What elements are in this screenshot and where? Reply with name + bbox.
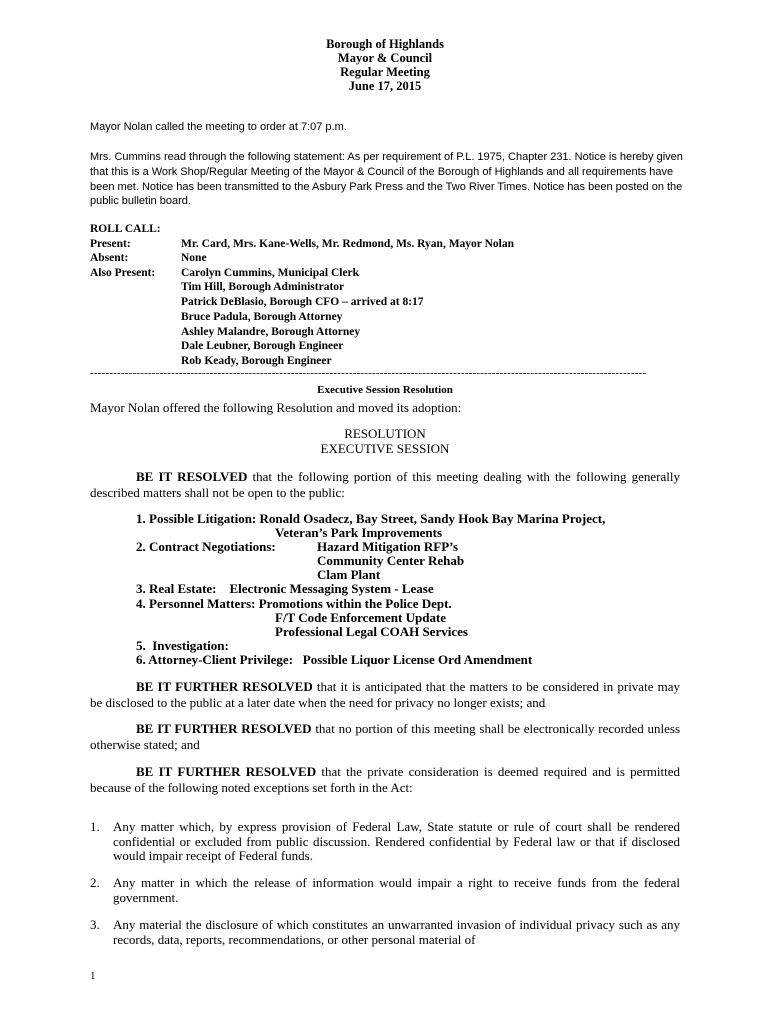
present-label: Present:: [90, 238, 131, 250]
page-number: 1: [90, 970, 96, 982]
exception-number: 2.: [90, 875, 100, 890]
exception-number: 1.: [90, 819, 100, 834]
notice-statement: Mrs. Cummins read through the following statement: As per requirement of P.L. 1975, Chapter 231. Notice is hereby given that this is a Work Shop/Regular Meeting of the Mayor & Council of the Borough of Highlands and all requirements have been met. Notice has been transmitted to the Asbury Park Press and the Two River Times. Notice has been posted on the public bulletin board.: [90, 151, 683, 208]
matter-item: F/T Code Enforcement Update: [275, 610, 447, 625]
resolved-text: that the following portion of this meeting dealing with the following generally described matters shall not be open to the public:: [90, 469, 680, 500]
further-resolved-text: that the private consideration is deemed required and is permitted because of the following noted exceptions set forth in the Act:: [90, 764, 680, 795]
matter-item: Veteran’s Park Improvements: [275, 525, 443, 540]
exception-text: Any matter which, by express provision of Federal Law, State statute or rule of court shall be rendered confidential or excluded from public discussion. Rendered confidential by Federal law or that if disclosed would impair receipt of Federal funds.: [113, 819, 680, 863]
matter-item: 1. Possible Litigation: Ronald Osadecz, Bay Street, Sandy Hook Bay Marina Project,: [136, 511, 606, 526]
section-divider: ------------------------------------------------------------------------------------------------------------------------------------------------: [90, 367, 647, 379]
further-resolved-lead: BE IT FURTHER RESOLVED: [136, 679, 313, 694]
also-present-item: Patrick DeBlasio, Borough CFO – arrived at 8:17: [181, 296, 424, 308]
called-to-order-text: Mayor Nolan called the meeting to order at 7:07 p.m.: [90, 121, 347, 133]
matter-item: 6. Attorney-Client Privilege: Possible Liquor License Ord Amendment: [136, 652, 533, 667]
header-borough: Borough of Highlands: [326, 37, 444, 51]
matter-item: 4. Personnel Matters: Promotions within the Police Dept.: [136, 596, 452, 611]
resolved-lead: BE IT RESOLVED: [136, 469, 248, 484]
resolution-title: [0, 427, 770, 456]
absent-value: None: [181, 252, 207, 264]
present-value: Mr. Card, Mrs. Kane-Wells, Mr. Redmond, Ms. Ryan, Mayor Nolan: [181, 238, 514, 250]
matter-item: Community Center Rehab: [317, 553, 465, 568]
further-resolved-lead: BE IT FURTHER RESOLVED: [136, 721, 312, 736]
exception-text: Any matter in which the release of information would impair a right to receive funds from the federal government.: [113, 875, 680, 905]
resolved-paragraph: [90, 469, 680, 501]
resolution-title-line2: EXECUTIVE SESSION: [320, 440, 450, 456]
further-resolved-paragraph: [90, 679, 680, 711]
matter-item: Hazard Mitigation RFP’s: [317, 539, 459, 554]
resolution-title-line1: RESOLUTION: [344, 426, 426, 441]
roll-call-title: ROLL CALL:: [90, 223, 161, 235]
header-body: Mayor & Council: [337, 51, 433, 65]
exception-item: [90, 876, 680, 905]
matter-item: 3. Real Estate: Electronic Messaging System - Lease: [136, 581, 434, 596]
executive-session-heading: Executive Session Resolution: [317, 384, 453, 396]
further-resolved-lead: BE IT FURTHER RESOLVED: [136, 764, 317, 779]
absent-label: Absent:: [90, 252, 129, 264]
also-present-item: Tim Hill, Borough Administrator: [181, 281, 345, 293]
also-present-item: Dale Leubner, Borough Engineer: [181, 340, 344, 352]
exception-item: [90, 820, 680, 864]
matter-item: 2. Contract Negotiations:: [136, 539, 276, 554]
also-present-item: Ashley Malandre, Borough Attorney: [181, 326, 361, 338]
document-header: [0, 37, 770, 93]
exception-number: 3.: [90, 917, 100, 932]
further-resolved-text: that it is anticipated that the matters to be considered in private may be disclosed to the public at a later date when the need for privacy no longer exists; and: [90, 679, 680, 710]
further-resolved-paragraph: [90, 764, 680, 796]
also-present-item: Carolyn Cummins, Municipal Clerk: [181, 267, 360, 279]
matter-item: 5. Investigation:: [136, 638, 229, 653]
exception-text: Any material the disclosure of which constitutes an unwarranted invasion of individual privacy such as any records, data, reports, recommendations, or other personal material of: [113, 917, 680, 947]
further-resolved-paragraph: [90, 721, 680, 753]
matter-item: Professional Legal COAH Services: [275, 624, 468, 639]
header-date: June 17, 2015: [348, 79, 422, 93]
matter-item: Clam Plant: [317, 567, 381, 582]
further-resolved-text: that no portion of this meeting shall be electronically recorded unless otherwise stated; and: [90, 721, 680, 752]
resolution-offered-text: Mayor Nolan offered the following Resolution and moved its adoption:: [90, 400, 462, 415]
also-present-item: Bruce Padula, Borough Attorney: [181, 311, 343, 323]
also-present-item: Rob Keady, Borough Engineer: [181, 355, 332, 367]
also-present-label: Also Present:: [90, 267, 156, 279]
exception-item: [90, 918, 680, 947]
header-meeting-type: Regular Meeting: [340, 65, 430, 79]
